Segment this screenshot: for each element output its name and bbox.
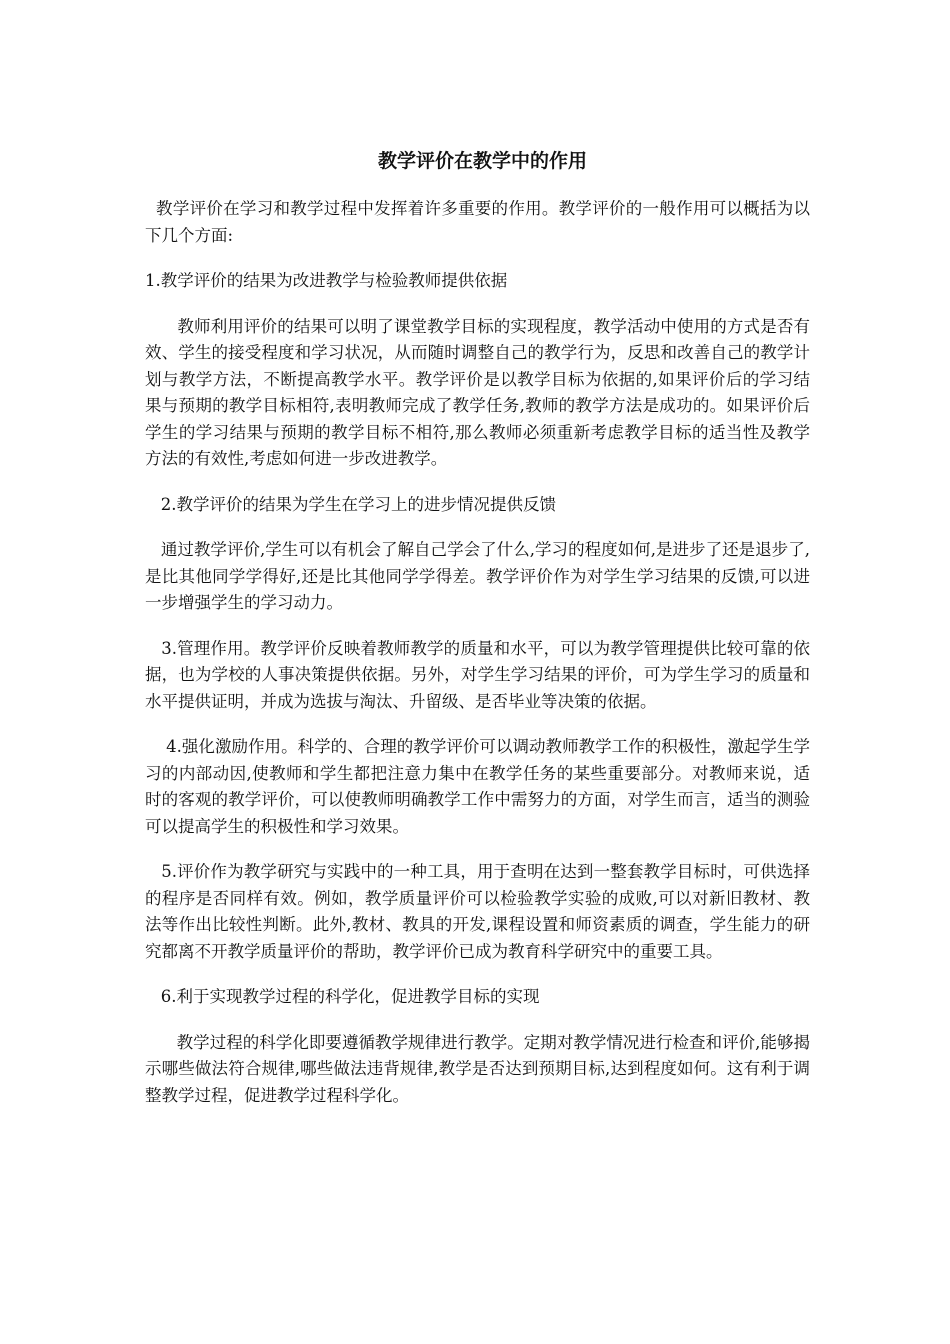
- section-body-2: 通过教学评价,学生可以有机会了解自己学会了什么,学习的程度如何,是进步了还是退步了,是比其他同学学得好,还是比其他同学学得差。教学评价作为对学生学习结果的反馈,可以进一步增强学生的学习动力。: [145, 540, 810, 612]
- section-body-6: 教学过程的科学化即要遵循教学规律进行教学。定期对教学情况进行检查和评价,能够揭示哪些做法符合规律,哪些做法违背规律,教学是否达到预期目标,达到程度如何。这有利于调整教学过程，促进教学过程科学化。: [145, 1032, 810, 1105]
- document-page: [145, 146, 810, 1109]
- document-title: 教学评价在教学中的作用: [377, 150, 587, 172]
- intro-paragraph: 教学评价在学习和教学过程中发挥着许多重要的作用。教学评价的一般作用可以概括为以下几个方面:: [145, 199, 810, 245]
- paragraph-gap: [145, 617, 810, 636]
- section-heading-2: 2.教学评价的结果为学生在学习上的进步情况提供反馈: [145, 494, 556, 514]
- section-5: 5.评价作为教学研究与实践中的一种工具，用于查明在达到一整套教学目标时，可供选择的程序是否同样有效。例如，教学质量评价可以检验教学实验的成败,可以对新旧教材、教法等作出比较性判断。此外,教材、教具的开发,课程设置和师资素质的调查，学生能力的研究都离不开教学质量评价的帮助，教学评价已成为教育科学研究中的重要工具。: [145, 862, 810, 961]
- section-heading-1: 1.教学评价的结果为改进教学与检验教师提供依据: [145, 271, 508, 290]
- paragraph-gap: [145, 249, 810, 268]
- paragraph-gap: [145, 840, 810, 859]
- paragraph-gap: [145, 518, 810, 537]
- section-3: 3.管理作用。教学评价反映着教师教学的质量和水平，可以为教学管理提供比较可靠的依据，也为学校的人事决策提供依据。另外，对学生学习结果的评价，可为学生学习的质量和水平提供证明，并成为选拔与淘汰、升留级、是否毕业等决策的依据。: [145, 638, 810, 711]
- paragraph-gap: [145, 715, 810, 734]
- section-body-1: 教师利用评价的结果可以明了课堂教学目标的实现程度，教学活动中使用的方式是否有效、学生的接受程度和学习状况，从而随时调整自己的教学行为，反思和改善自己的教学计划与教学方法，不断提高教学水平。教学评价是以教学目标为依据的,如果评价后的学习结果与预期的教学目标相符,表明教师完成了教学任务,教师的教学方法是成功的。如果评价后学生的学习结果与预期的教学目标不相符,那么教师必须重新考虑教学目标的适当性及教学方法的有效性,考虑如何进一步改进教学。: [145, 316, 810, 468]
- section-4: 4.强化激励作用。科学的、合理的教学评价可以调动教师教学工作的积极性，激起学生学习的内部动因,使教师和学生都把注意力集中在教学任务的某些重要部分。对教师来说，适时的客观的教学评价，可以使教师明确教学工作中需努力的方面，对学生而言，适当的测验可以提高学生的积极性和学习效果。: [145, 737, 810, 836]
- paragraph-gap: [145, 1011, 810, 1030]
- paragraph-gap: [145, 965, 810, 984]
- paragraph-gap: [145, 295, 810, 314]
- section-heading-6: 6.利于实现教学过程的科学化，促进教学目标的实现: [145, 987, 540, 1006]
- paragraph-gap: [145, 473, 810, 492]
